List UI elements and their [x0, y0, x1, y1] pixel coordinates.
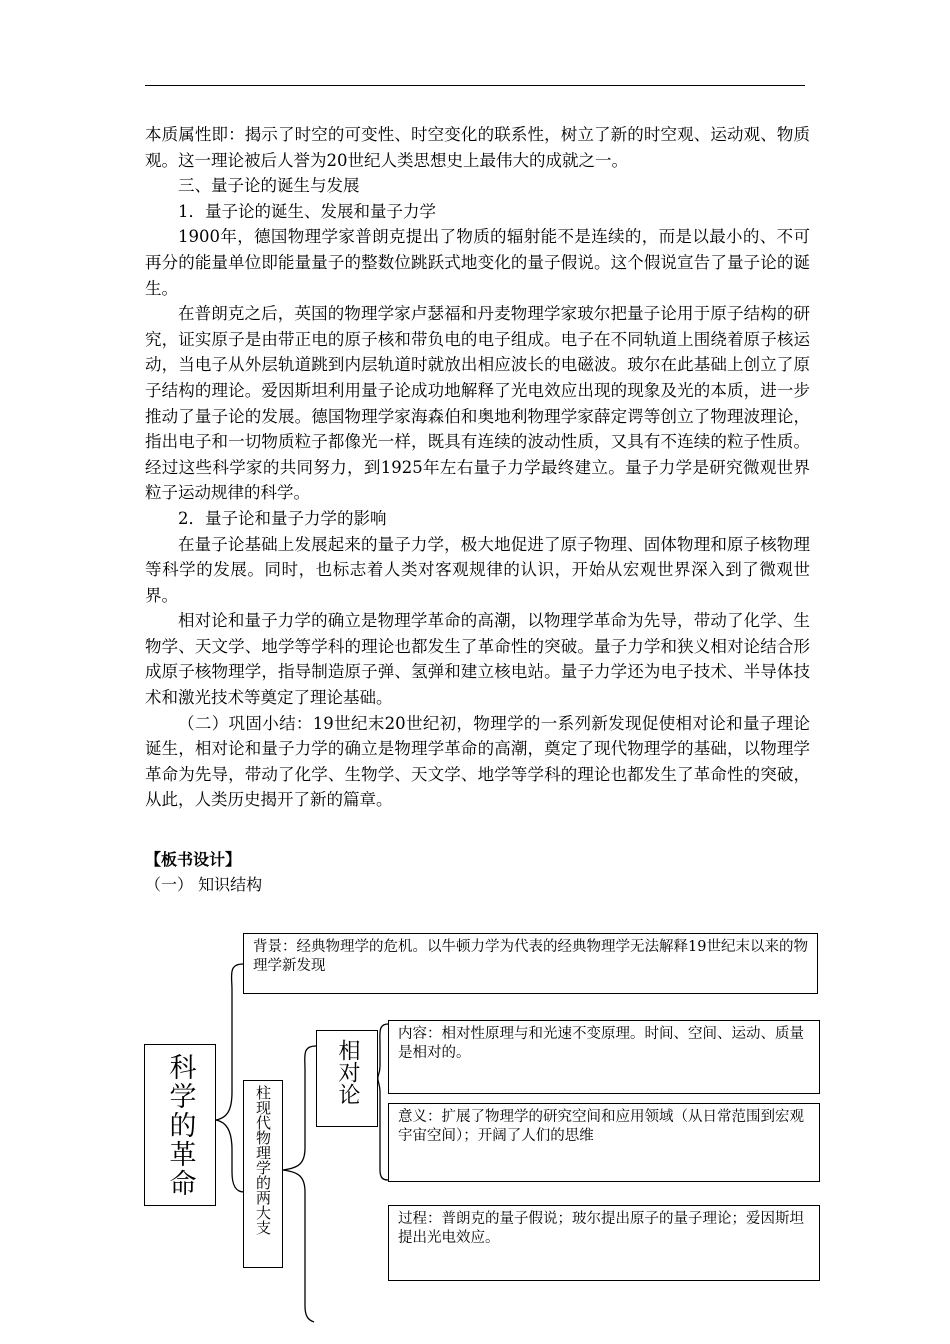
paragraph-atomic-structure: 在普朗克之后，英国的物理学家卢瑟福和丹麦物理学家玻尔把量子论用于原子结构的研究，证实原子是由带正电的原子核和带负电的电子组成。电子在不同轨道上围绕着原子核运动，当电子从外层轨道跳到内层轨道时就放出相应波长的电磁波。玻尔在此基础上创立了原子结构的理论。爱因斯坦利用量子论成功地解释了光电效应出现的现象及光的本质，进一步推动了量子论的发展。德国物理学家海森伯和奥地利物理学家薛定谔等创立了物理波理论，指出电子和一切物质粒子都像光一样，既具有连续的波动性质，又具有不连续的粒子性质。经过这些科学家的共同努力，到1925年左右量子力学最终建立。量子力学是研究微观世界粒子运动规律的科学。 — [145, 304, 810, 503]
paragraph-influence: 在量子论基础上发展起来的量子力学，极大地促进了原子物理、固体物理和原子核物理等科学的发展。同时，也标志着人类对客观规律的认识，开始从宏观世界深入到了微观世界。 — [145, 534, 810, 605]
relativity-meaning-box — [388, 1103, 820, 1182]
board-design-heading: 【板书设计】 — [145, 850, 242, 869]
relativity-label: 相对论 — [335, 1039, 360, 1105]
subheading-birth: 1．量子论的诞生、发展和量子力学 — [178, 201, 436, 221]
section-heading-quantum: 三、量子论的诞生与发展 — [178, 176, 360, 196]
relativity-content-text: 内容：相对性原理与和光速不变原理。时间、空间、运动、质量是相对的。 — [398, 1026, 804, 1061]
quantum-process-box — [388, 1205, 820, 1281]
root-box — [144, 1044, 216, 1206]
quantum-process-text: 过程：普朗克的量子假说；玻尔提出原子的量子理论；爱因斯坦提出光电效应。 — [398, 1211, 804, 1246]
subheading-influence: 2．量子论和量子力学的影响 — [178, 508, 387, 528]
paragraph-essence: 本质属性即：揭示了时空的可变性、时空变化的联系性，树立了新的时空观、运动观、物质观。这一理论被后人誉为20世纪人类思想史上最伟大的成就之一。 — [145, 125, 810, 170]
relativity-content-box — [388, 1020, 820, 1094]
root-label: 科学的革命 — [164, 1052, 196, 1198]
branch-label: 柱现代物理学的两大支 — [254, 1085, 272, 1235]
bracket-root — [216, 964, 244, 1192]
relativity-meaning-text: 意义：扩展了物理学的研究空间和应用领域（从日常范围到宏观宇宙空间）；开阔了人们的思维 — [398, 1109, 804, 1144]
paragraph-planck: 1900年，德国物理学家普朗克提出了物质的辐射能不是连续的，而是以最小的、不可再分的能量单位即能量量子的整数位跳跃式地变化的量子假说。这个假说宣告了量子论的诞生。 — [145, 227, 810, 298]
branch-box — [243, 1080, 283, 1268]
relativity-box — [316, 1030, 378, 1127]
background-box — [243, 933, 818, 994]
paragraph-summary: （二）巩固小结：19世纪末20世纪初，物理学的一系列新发现促使相对论和量子理论诞生，相对论和量子力学的确立是物理学革命的高潮，奠定了现代物理学的基础，以物理学革命为先导，带动了化学、生物学、天文学、地学等学科的理论也都发生了革命性的突破，从此，人类历史揭开了新的篇章。 — [145, 713, 810, 810]
bracket-relativity — [378, 1024, 388, 1180]
paragraph-revolution: 相对论和量子力学的确立是物理学革命的高潮，以物理学革命为先导，带动了化学、生物学、天文学、地学等学科的理论也都发生了革命性的突破。量子力学和狭义相对论结合形成原子核物理学，指导制造原子弹、氢弹和建立核电站。量子力学还为电子技术、半导体技术和激光技术等奠定了理论基础。 — [145, 611, 810, 708]
knowledge-structure-heading: （一） 知识结构 — [145, 875, 263, 894]
bracket-branch — [283, 1046, 316, 1322]
background-text: 背景：经典物理学的危机。以牛顿力学为代表的经典物理学无法解释19世纪末以来的物理学新发现 — [253, 939, 808, 974]
